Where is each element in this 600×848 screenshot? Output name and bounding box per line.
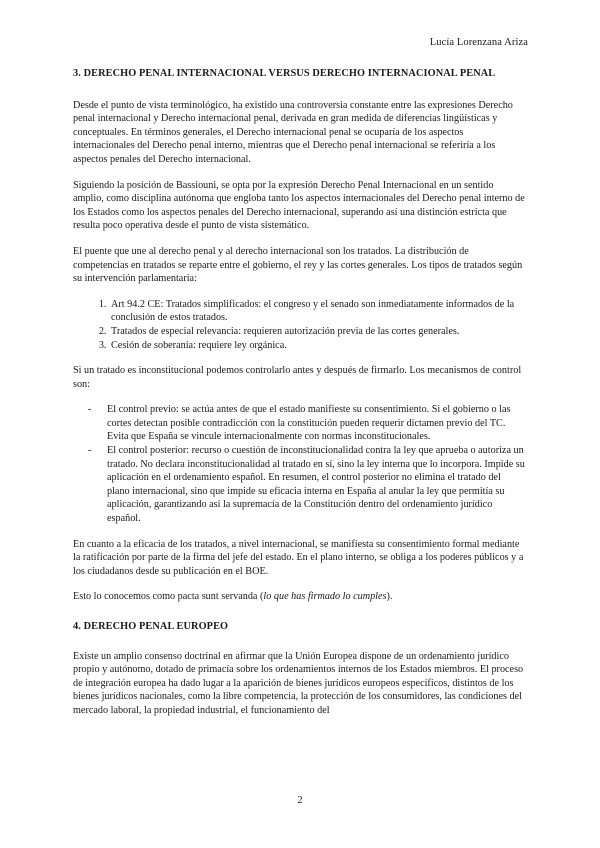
paragraph-text: ). [386, 591, 393, 603]
paragraph: Existe un amplio consenso doctrinal en afirmar que la Unión Europea dispone de un ordenamiento jurídico propio y autónomo, dotado de primacía sobre los ordenamientos internos de los Estados miembros. El proceso de integración europea ha dado lugar a la aparición de bienes jurídicos europeos específicos, distintos de los bienes jurídicos nacionales, como la libre competencia, la protección de los consumidores, las condiciones del mercado laboral, la propiedad industrial, el funcionamiento del [73, 650, 524, 716]
section-4-heading: 4. DERECHO PENAL EUROPEO [73, 621, 229, 632]
paragraph: Si un tratado es inconstitucional podemos controlarlo antes y después de firmarlo. Los mecanismos de control son: [73, 365, 522, 390]
list-item: 2. Tratados de especial relevancia: requieren autorización previa de las cortes generales. [109, 325, 525, 339]
paragraph: Desde el punto de vista terminológico, ha existido una controversia constante entre las expresiones Derecho penal internacional y Derecho internacional penal, derivada en gran medida de diferencias lingüísticas y conceptuales. En términos generales, el Derecho internacional penal se ocuparía de los aspectos internacionales del Derecho penal interno, mientras que el Derecho penal internacional se referiría a los aspectos penales del Derecho internacional. [73, 99, 513, 165]
paragraph: El puente que une al derecho penal y al derecho internacional son los tratados. La distribución de competencias en tratados se reparte entre el gobierno, el rey y las cortes generales. Los tipos de tratados según su intervención parlamentaria: [73, 245, 523, 285]
list-item: 1. Art 94.2 CE: Tratados simplificados: el congreso y el senado son inmediatamente informados de la conclusión de estos tratados. [109, 298, 525, 325]
italic-phrase: lo que has firmado lo cumples [263, 591, 387, 603]
paragraph: En cuanto a la eficacia de los tratados, a nivel internacional, se manifiesta su consentimiento formal mediante la ratificación por parte de la firma del jefe del estado. En el plano interno, se obliga a los poderes públicos y a los ciudadanos desde su publicación en el BOE. [73, 538, 524, 577]
page-header-author: Lucía Lorenzana Ariza [429, 37, 528, 48]
page-number: 2 [297, 795, 303, 806]
list-item: - El control posterior: recurso o cuestión de inconstitucionalidad contra la ley que aprueba o autoriza un tratado. No declara inconstitucionalidad al tratado en sí, sino la ley interna que lo incorpora. Impide su aplicación en el ordenamiento español. En resumen, el control posterior no elimina el tratado del plano internacional, sino que impide su eficacia interna en España al anular la ley que permitía su aplicación, garantizando así la supremacía de la Constitución dentro del ordenamiento jurídico español. [107, 444, 525, 526]
treaty-types-list [73, 298, 525, 352]
section-3-heading: 3. DERECHO PENAL INTERNACIONAL VERSUS DERECHO INTERNACIONAL PENAL [73, 68, 496, 79]
list-item: - El control previo: se actúa antes de que el estado manifieste su consentimiento. Si el gobierno o las cortes detectan posible contradicción con la constitución pueden requerir dictamen previo del TC. Evita que España se vincule internacionalmente con normas inconstitucionales. [107, 403, 525, 444]
paragraph: Siguiendo la posición de Bassiouni, se opta por la expresión Derecho Penal Internacional en un sentido amplio, como disciplina autónoma que engloba tanto los aspectos internacionales del Derecho penal interno de los Estados como los aspectos penales del Derecho internacional, superando así una distinción estricta que resulta poco operativa desde el punto de vista sistemático. [73, 179, 525, 232]
paragraph-text: Esto lo conocemos como pacta sunt servanda ( [73, 591, 264, 603]
paragraph [73, 590, 525, 604]
page-content [73, 67, 525, 730]
list-item: 3. Cesión de soberanía: requiere ley orgánica. [109, 339, 525, 353]
control-mechanisms-list [73, 403, 525, 525]
